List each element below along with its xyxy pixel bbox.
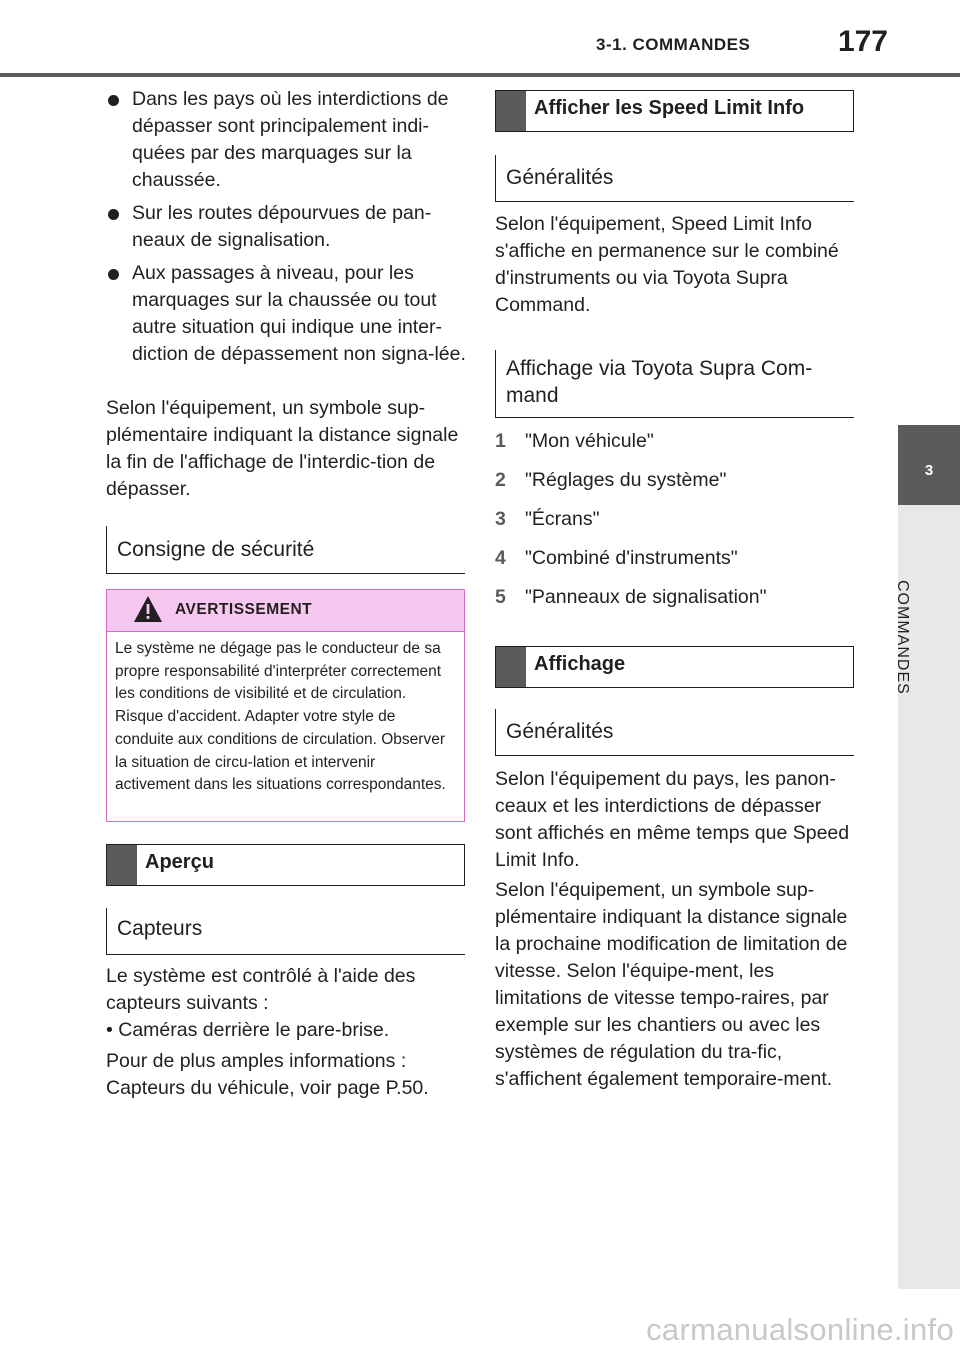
step-number: 3 xyxy=(495,508,506,530)
generalites-paragraph-2: Selon l'équipement du pays, les panon-ceaux et les interdictions de dépasser sont affichés en même temps que Speed Limit Info. xyxy=(495,768,850,871)
bullet-icon xyxy=(108,269,119,280)
heading-bar xyxy=(496,91,526,131)
step-text: "Mon véhicule" xyxy=(525,430,654,452)
apercu-heading-text: Aperçu xyxy=(145,851,214,873)
section-title: 3-1. COMMANDES xyxy=(596,35,751,54)
generalites-heading-2: Généralités xyxy=(495,709,854,756)
speed-limit-heading xyxy=(495,90,854,132)
generalites-paragraph-3: Selon l'équipement, un symbole sup-plémentaire indiquant la distance signale la prochaine modification de limitation de vitesse. Selon l'équipe-ment, les limitations de vitesse tempo-raires, par exemple sur les chantiers ou avec les systèmes de régulation du tra-fic, s'affichent également temporaire-ment. xyxy=(495,879,848,1090)
capteurs-paragraph: Le système est contrôlé à l'aide des capteurs suivants : xyxy=(106,965,416,1014)
warning-box xyxy=(106,589,465,822)
header-rule xyxy=(0,73,960,77)
warning-title: AVERTISSEMENT xyxy=(175,601,313,618)
list-item xyxy=(106,86,466,194)
list-item xyxy=(495,545,853,572)
apercu-heading xyxy=(106,844,465,886)
capteurs-item: • Caméras derrière le pare-brise. xyxy=(106,1019,390,1041)
list-item xyxy=(495,584,853,611)
generalites-heading-1: Généralités xyxy=(495,155,854,202)
bullet-icon xyxy=(108,95,119,106)
generalites-paragraph-1: Selon l'équipement, Speed Limit Info s'affiche en permanence sur le combiné d'instruments ou via Toyota Supra Command. xyxy=(495,213,839,316)
bullet-text: Sur les routes dépourvues de pan-neaux de signalisation. xyxy=(132,202,432,251)
step-number: 1 xyxy=(495,430,506,452)
affichage-heading-text: Affichage xyxy=(534,653,626,675)
bullet-text: Dans les pays où les interdictions de dépasser sont principalement indi-quées par des marquages sur la chaussée. xyxy=(132,88,449,191)
bullet-icon xyxy=(108,209,119,220)
bullet-text: Aux passages à niveau, pour les marquages sur la chaussée ou tout autre situation qui indique une inter-diction de dépassement non signa-lée. xyxy=(132,262,466,365)
page-number: 177 xyxy=(837,25,888,58)
steps-list xyxy=(495,428,853,611)
step-text: "Combiné d'instruments" xyxy=(525,547,738,569)
affichage-heading xyxy=(495,646,854,688)
step-number: 2 xyxy=(495,469,506,491)
chapter-label: COMMANDES xyxy=(894,580,911,695)
step-text: "Écrans" xyxy=(525,508,600,530)
heading-bar xyxy=(496,647,526,687)
list-item xyxy=(495,428,853,455)
chapter-number: 3 xyxy=(924,462,934,479)
speed-limit-heading-text: Afficher les Speed Limit Info xyxy=(534,97,805,119)
warning-triangle-icon xyxy=(133,595,163,623)
info-paragraph: Pour de plus amples informations : Capteurs du véhicule, voir page P.50. xyxy=(106,1050,429,1099)
step-number: 4 xyxy=(495,547,506,569)
bullet-list xyxy=(106,86,466,374)
step-number: 5 xyxy=(495,586,506,608)
via-command-heading: Affichage via Toyota Supra Com-mand xyxy=(495,350,854,418)
distance-paragraph: Selon l'équipement, un symbole sup-plémentaire indiquant la distance signale la fin de l'affichage de l'interdic-tion de dépasser. xyxy=(106,397,459,500)
step-text: "Panneaux de signalisation" xyxy=(525,586,767,608)
list-item xyxy=(106,200,466,254)
list-item xyxy=(106,260,466,368)
heading-bar xyxy=(107,845,137,885)
capteurs-heading: Capteurs xyxy=(106,908,465,955)
list-item xyxy=(495,506,853,533)
list-item xyxy=(495,467,853,494)
step-text: "Réglages du système" xyxy=(525,469,727,491)
safety-heading: Consigne de sécurité xyxy=(106,526,465,574)
watermark: carmanualsonline.info xyxy=(646,1312,954,1347)
warning-text: Le système ne dégage pas le conducteur de sa propre responsabilité d'interpréter correctement les conditions de visibilité et de circulation. Risque d'accident. Adapter votre style de conduite aux conditions de circulation. Observer la situation de circu-lation et intervenir activement dans les situations correspondantes. xyxy=(115,640,446,794)
warning-header xyxy=(107,590,464,632)
